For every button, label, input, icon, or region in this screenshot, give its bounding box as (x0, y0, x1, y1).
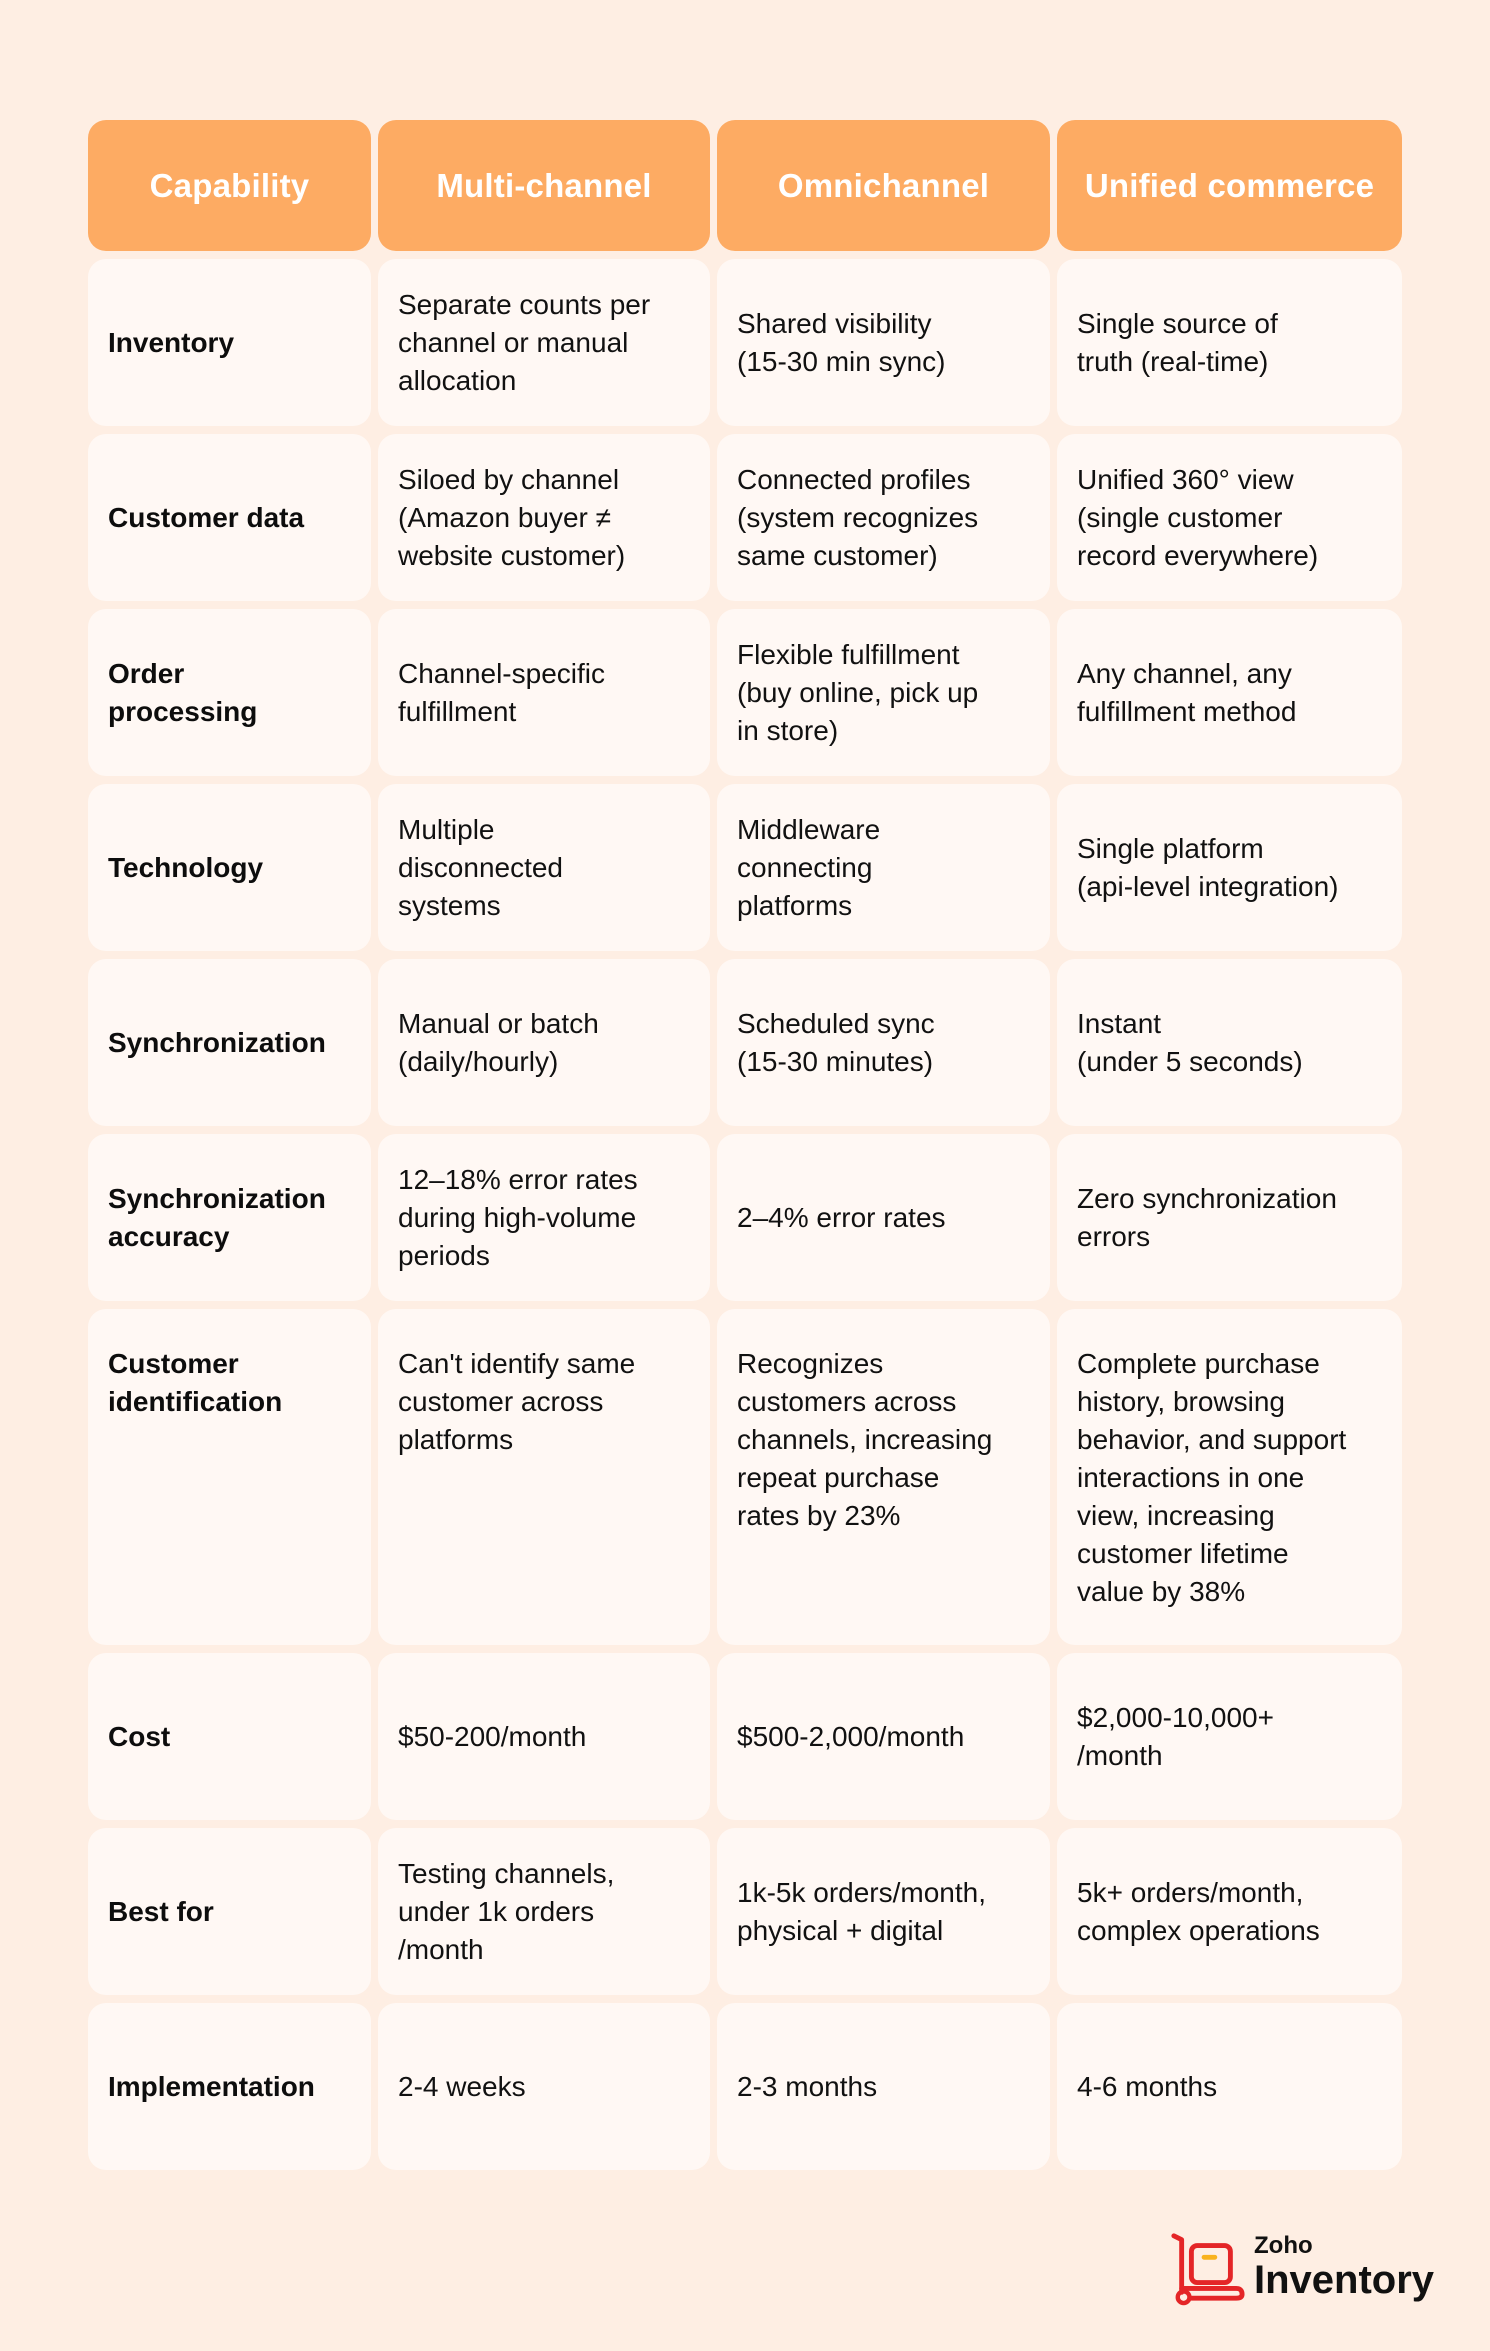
header-capability: Capability (88, 120, 371, 251)
cell-text: Manual or batch (daily/hourly) (398, 1007, 599, 1077)
unified-commerce-cell (1057, 1134, 1402, 1301)
omnichannel-cell (717, 1653, 1050, 1820)
unified-commerce-cell (1057, 2003, 1402, 2170)
cell-text: Separate counts per channel or manual allocation (398, 288, 651, 396)
zoho-inventory-logo (1168, 2228, 1434, 2306)
unified-commerce-cell (1057, 1309, 1402, 1645)
comparison-table (88, 120, 1402, 2170)
multi-channel-cell (378, 259, 710, 426)
capability-cell (88, 959, 371, 1126)
cell-text: Middleware connecting platforms (737, 813, 881, 921)
multi-channel-cell (378, 784, 710, 951)
row-label: Implementation (108, 2070, 315, 2102)
cell-text: Shared visibility (15-30 min sync) (737, 307, 946, 377)
multi-channel-cell (378, 1828, 710, 1995)
unified-commerce-cell (1057, 959, 1402, 1126)
multi-channel-cell (378, 1134, 710, 1301)
cell-text: Recognizes customers across channels, increasing repeat purchase rates by 23% (737, 1348, 993, 1531)
omnichannel-cell (717, 784, 1050, 951)
cell-text: Any channel, any fulfillment method (1077, 657, 1297, 727)
cell-text: Zero synchronization errors (1077, 1182, 1337, 1252)
cell-text: Siloed by channel (Amazon buyer ≠ website customer) (398, 463, 626, 571)
row-label: Technology (108, 851, 264, 883)
omnichannel-cell (717, 1309, 1050, 1645)
cell-text: $500-2,000/month (737, 1720, 965, 1752)
capability-cell (88, 2003, 371, 2170)
hand-truck-box-icon (1168, 2228, 1246, 2306)
omnichannel-cell (717, 609, 1050, 776)
row-label: Customer data (108, 501, 305, 533)
cell-text: $2,000-10,000+ /month (1077, 1701, 1274, 1771)
row-label: Order processing (108, 657, 258, 727)
unified-commerce-cell (1057, 434, 1402, 601)
capability-cell (88, 784, 371, 951)
header-unified-commerce: Unified commerce (1057, 120, 1402, 251)
cell-text: Scheduled sync (15-30 minutes) (737, 1007, 935, 1077)
cell-text: Single platform (api-level integration) (1077, 832, 1339, 902)
logo-product: Inventory (1254, 2258, 1435, 2302)
omnichannel-cell (717, 1828, 1050, 1995)
cell-text: Connected profiles (system recognizes same customer) (737, 463, 979, 571)
cell-text: Unified 360° view (single customer record everywhere) (1077, 463, 1319, 571)
multi-channel-cell (378, 1309, 710, 1645)
cell-text: Multiple disconnected systems (398, 813, 564, 921)
logo-brand: Zoho (1254, 2232, 1313, 2259)
cell-text: 2-3 months (737, 2070, 878, 2102)
cell-text: Can't identify same customer across platforms (398, 1348, 636, 1455)
multi-channel-cell (378, 1653, 710, 1820)
capability-cell (88, 1828, 371, 1995)
cell-text: Channel-specific fulfillment (398, 657, 605, 727)
unified-commerce-cell (1057, 609, 1402, 776)
multi-channel-cell (378, 959, 710, 1126)
omnichannel-cell (717, 1134, 1050, 1301)
row-label: Cost (108, 1720, 171, 1752)
multi-channel-cell (378, 2003, 710, 2170)
row-label: Synchronization (108, 1026, 326, 1058)
cell-text: 4-6 months (1077, 2070, 1218, 2102)
cell-text: Single source of truth (real-time) (1077, 307, 1278, 377)
row-label: Synchronization accuracy (108, 1182, 326, 1252)
cell-text: 2-4 weeks (398, 2070, 526, 2102)
cell-text: Testing channels, under 1k orders /month (398, 1857, 615, 1965)
cell-text: Complete purchase history, browsing behavior, and support interactions in one view, increasing customer lifetime value by 38% (1077, 1348, 1347, 1607)
cell-text: 5k+ orders/month, complex operations (1077, 1876, 1320, 1946)
row-label: Best for (108, 1895, 214, 1927)
capability-cell (88, 1134, 371, 1301)
cell-text: Instant (under 5 seconds) (1077, 1007, 1303, 1077)
capability-cell (88, 609, 371, 776)
multi-channel-cell (378, 609, 710, 776)
header-multi-channel: Multi-channel (378, 120, 710, 251)
unified-commerce-cell (1057, 259, 1402, 426)
omnichannel-cell (717, 434, 1050, 601)
omnichannel-cell (717, 259, 1050, 426)
cell-text: 2–4% error rates (737, 1201, 946, 1233)
cell-text: $50-200/month (398, 1720, 587, 1752)
unified-commerce-cell (1057, 784, 1402, 951)
capability-cell (88, 434, 371, 601)
unified-commerce-cell (1057, 1828, 1402, 1995)
capability-cell (88, 1309, 371, 1645)
omnichannel-cell (717, 959, 1050, 1126)
header-omnichannel: Omnichannel (717, 120, 1050, 251)
cell-text: Flexible fulfillment (buy online, pick up in store) (737, 638, 979, 746)
unified-commerce-cell (1057, 1653, 1402, 1820)
capability-cell (88, 1653, 371, 1820)
cell-text: 1k-5k orders/month, physical + digital (737, 1876, 986, 1946)
row-label: Inventory (108, 326, 235, 358)
multi-channel-cell (378, 434, 710, 601)
cell-text: 12–18% error rates during high-volume periods (398, 1163, 638, 1271)
omnichannel-cell (717, 2003, 1050, 2170)
row-label: Customer identification (108, 1348, 283, 1417)
capability-cell (88, 259, 371, 426)
